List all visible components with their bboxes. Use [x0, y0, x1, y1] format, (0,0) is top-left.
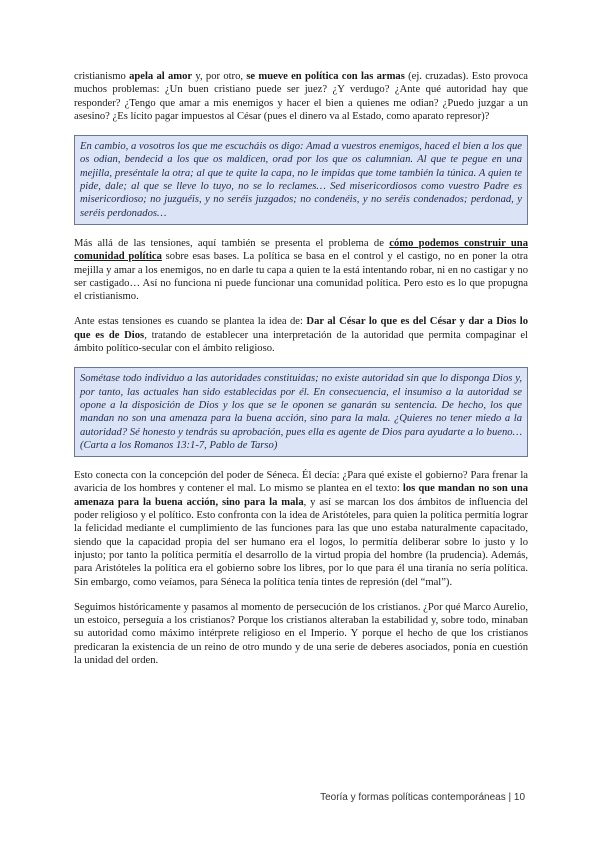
text-run: (ej. cruzadas). Esto provoca muchos problemas: ¿Un buen cristiano puede ser juez? ¿Y verdugo? ¿Ante qué autoridad hay que responder? ¿Tengo que amar a mis enemigos y hacer el bien a quienes me odian? ¿Puedo juzgar a un asesino? ¿Es lícito pagar impuestos al César (pues el dinero va al Estado, como aparato represor)? [74, 71, 528, 122]
bold-phrase: Dar al César lo que es del César y dar a Dios lo que es de Dios [74, 316, 529, 341]
paragraph-4 [74, 469, 528, 589]
text-run: , tratando de establecer una interpretación de la autoridad que permita compaginar el ámbito político-secular con el ámbito religioso. [74, 329, 528, 355]
bold-phrase: los que mandan no son una amenaza para la buena acción, sino para la mala [74, 483, 529, 508]
document-body [74, 70, 528, 679]
text-run: Más allá de las tensiones, aquí también se presenta el problema de [74, 237, 390, 249]
quote-text-1: En cambio, a vosotros los que me escucháis os digo: Amad a vuestros enemigos, haced el bien a los que os odian, bendecid a los que os maldicen, orad por los que os calumnian. Al que te pegue en una mejilla, preséntale la otra; al que te quite la capa, no le impidas que tome también la túnica. A quien te pide, dale; al que se lleve lo tuyo, no se lo reclames… Sed misericordiosos como vuestro Padre es misericordioso; no juzguéis, y no seréis juzgados; no condenéis, y no seréis condenados; perdonad, y seréis perdonados… [80, 141, 522, 219]
text-run: cristianismo [74, 71, 130, 82]
paragraph-5: Seguimos históricamente y pasamos al momento de persecución de los cristianos. ¿Por qué Marco Aurelio, un estoico, perseguía a los cristianos? Porque los cristianos alteraban la estabilidad y, sobre todo, minaban su autoridad como máximo intérprete religioso en el Imperio. Y porque el hecho de que los cristianos predicaran la existencia de un reino de otro mundo y de una serie de deberes asociados, ponía en cuestión la unidad del orden. [74, 601, 528, 666]
text-run: y, por otro, [192, 71, 247, 82]
bold-phrase: apela al amor [129, 71, 193, 82]
text-run: , y así se marcan los dos ámbitos de influencia del poder religioso y el político. Esto confronta con la idea de Aristóteles, para quien la política permitía lograr la felicidad mediante el cumplimiento de las funciones para las que uno estaba naturalmente capacitado, siendo que la capacidad propia del ser humano era el logos, lo permitía deliberar sobre lo justo y lo injusto; por tanto la política permitía el desarrollo de la virtud propia del hombre (la prudencia). Además, para Aristóteles la política era el gobierno sobre los libres, por lo que para él una tiranía no sería política. Sin embargo, como veíamos, para Séneca la política tenía tintes de represión (del “mal”). [74, 496, 528, 588]
bold-underlined-phrase: cómo podemos construir una comunidad política [74, 237, 528, 263]
text-run: Esto conecta con la concepción del poder de Séneca. Él decía: ¿Para qué existe el gobierno? Para frenar la avaricia de los hombres y contener el mal. Lo mismo se plantea en el texto: [74, 470, 528, 495]
page-footer: Teoría y formas políticas contemporáneas | 10 [320, 792, 525, 803]
paragraph-2 [74, 237, 528, 303]
quote-text-2: Sométase todo individuo a las autoridades constituidas; no existe autoridad sin que lo disponga Dios y, por tanto, las actuales han sido establecidas por él. En consecuencia, el insumiso a la autoridad se opone a la disposición de Dios y los que se le oponen se ganarán su sentencia. De hecho, los que mandan no son una amenaza para la buena acción, sino para la mala. ¿Quieres no tener miedo a la autoridad? Sé honesto y tendrás su aprobación, pues ella es agente de Dios para ayudarte a lo bueno… (Carta a los Romanos 13:1-7, Pablo de Tarso) [80, 373, 522, 451]
quote-box-1 [74, 135, 528, 225]
paragraph-3 [74, 315, 528, 355]
text-run: sobre esas bases. La política se basa en el control y el castigo, no en poner la otra mejilla y amar a los enemigos, no en darle tu capa a quien te la está intentando robar, ni en no castigar y no ser castigado… Así no funciona ni puede funcionar una comunidad política. Pero esto es lo que propugna el cristianismo. [74, 251, 528, 303]
bold-phrase: se mueve en política con las armas [246, 71, 405, 82]
text-run: Ante estas tensiones es cuando se plantea la idea de: [74, 316, 307, 328]
paragraph-1 [74, 70, 528, 123]
quote-box-2 [74, 367, 528, 457]
